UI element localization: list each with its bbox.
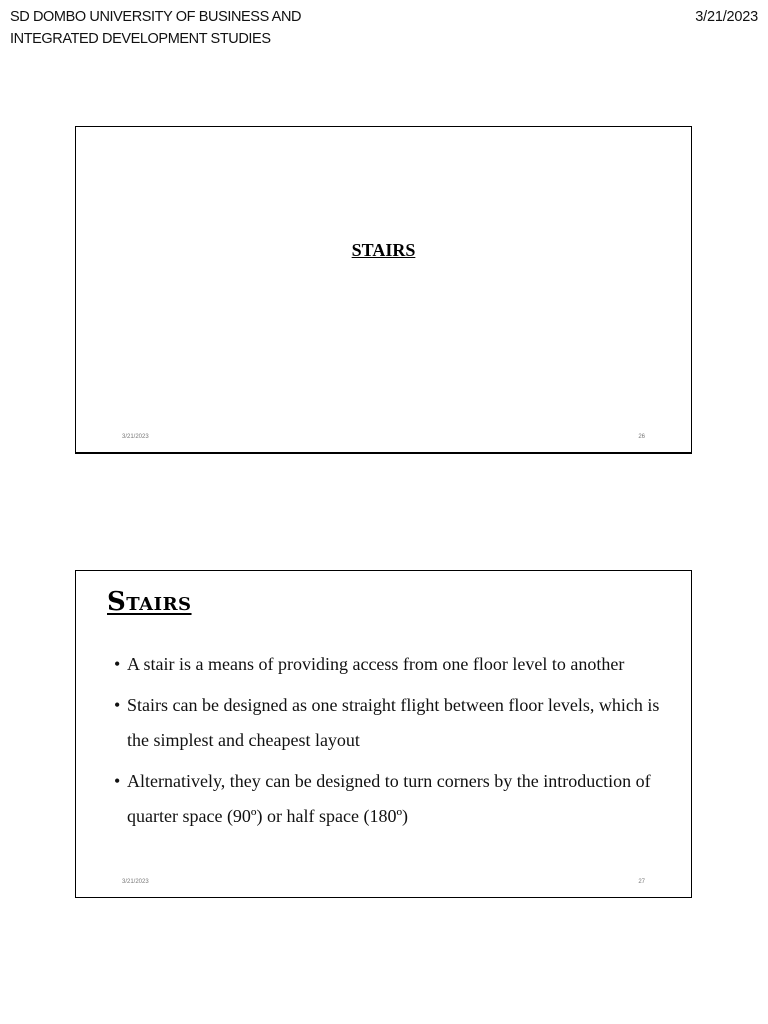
slide-heading: Stairs xyxy=(107,587,192,617)
bullet-item xyxy=(114,647,674,682)
bullet-icon: • xyxy=(114,771,121,791)
document-title xyxy=(10,6,301,50)
bullet-item xyxy=(114,688,674,758)
bullet-list xyxy=(114,647,674,840)
document-title-line-1: SD DOMBO UNIVERSITY OF BUSINESS AND xyxy=(10,9,302,25)
slide-title: STAIRS xyxy=(351,240,416,260)
document-title-line-2: INTEGRATED DEVELOPMENT STUDIES xyxy=(10,31,271,47)
page-header xyxy=(0,0,768,60)
bullet-text: Alternatively, they can be designed to turn corners by the introduction of quarter space (90º) or half space (180º) xyxy=(127,771,651,826)
bullet-icon: • xyxy=(114,654,121,674)
bullet-icon: • xyxy=(114,695,121,715)
slide-footer-date: 3/21/2023 xyxy=(122,879,149,885)
slide-26 xyxy=(75,126,692,454)
bullet-text: A stair is a means of providing access from one floor level to another xyxy=(127,654,625,674)
slide-page-number: 26 xyxy=(638,434,645,440)
slide-footer-date: 3/21/2023 xyxy=(122,434,149,440)
slide-page-number: 27 xyxy=(638,879,645,885)
bullet-text: Stairs can be designed as one straight flight between floor levels, which is the simplest and cheapest layout xyxy=(127,695,660,750)
document-date: 3/21/2023 xyxy=(695,9,758,25)
bullet-item xyxy=(114,764,674,834)
slide-27 xyxy=(75,570,692,898)
